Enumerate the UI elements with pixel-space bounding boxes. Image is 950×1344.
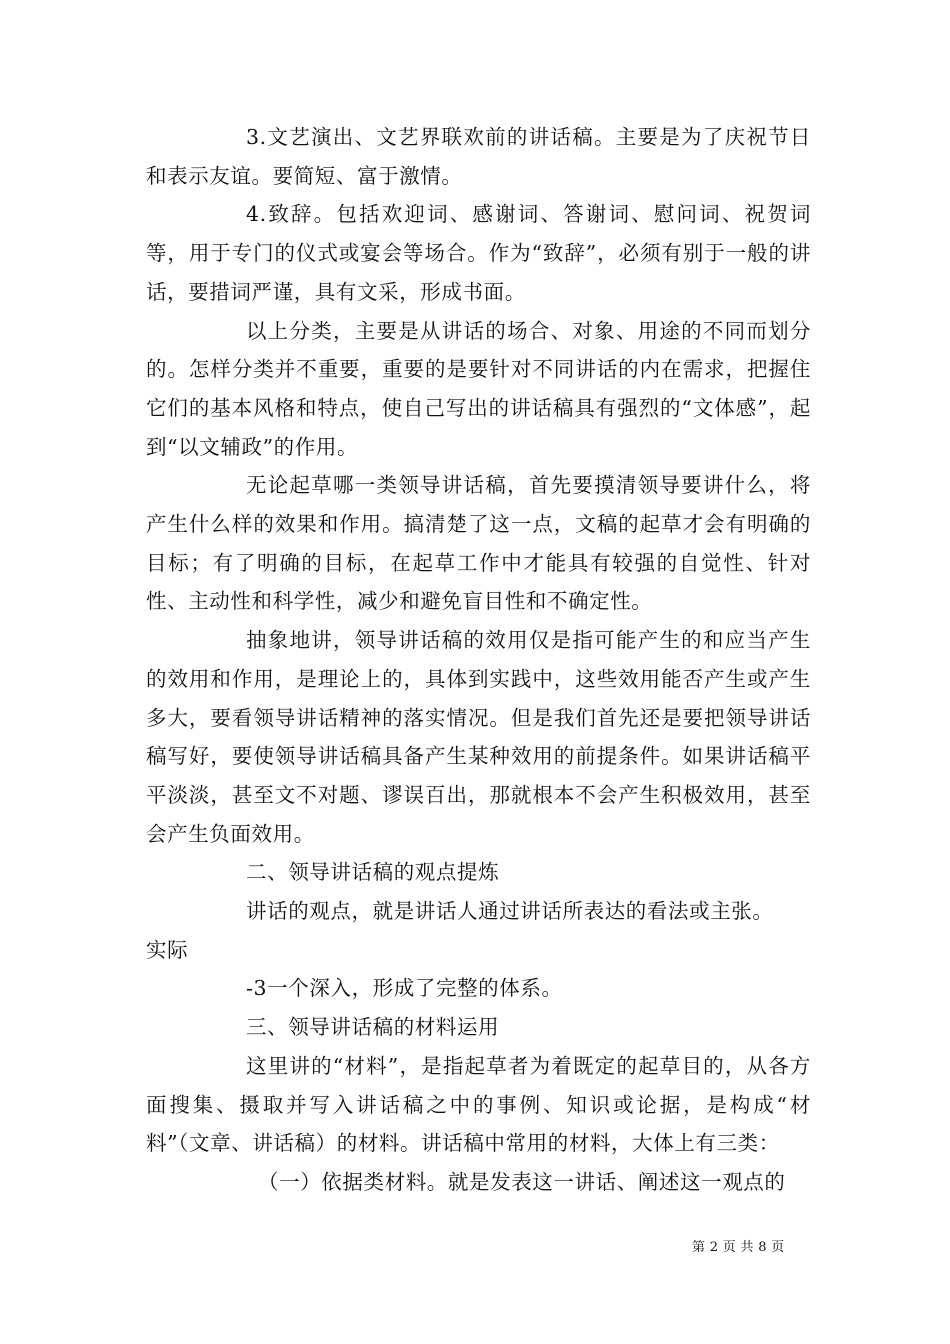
paragraph-classification-summary: 以上分类，主要是从讲话的场合、对象、用途的不同而划分的。怎样分类并不重要，重要的是要针对不同讲话的内在需求，把握住它们的基本风格和特点，使自己写出的讲话稿具有强烈的“文体感”，起到“以文辅政”的作用。 — [146, 318, 811, 459]
document-body — [146, 118, 811, 1202]
page-number-label: 第 2 页 共 8 页 — [692, 1240, 785, 1255]
section-heading-materials: 三、领导讲话稿的材料运用 — [246, 1015, 500, 1040]
paragraph-drafting-goal: 无论起草哪一类领导讲话稿，首先要摸清领导要讲什么，将产生什么样的效果和作用。搞清楚了这一点，文稿的起草才会有明确的目标；有了明确的目标，在起草工作中才能具有较强的自觉性、针对性、主动性和科学性，减少和避免盲目性和不确定性。 — [146, 473, 811, 614]
section-heading-viewpoint: 二、领导讲话稿的观点提炼 — [246, 860, 500, 885]
paragraph-performance-speech: 3.文艺演出、文艺界联欢前的讲话稿。主要是为了庆祝节日和表示友谊。要简短、富于激情。 — [146, 125, 811, 188]
paragraph-address: 4.致辞。包括欢迎词、感谢词、答谢词、慰问词、祝贺词等，用于专门的仪式或宴会等场合。作为“致辞”，必须有别于一般的讲话，要措词严谨，具有文采，形成书面。 — [146, 202, 811, 304]
paragraph-materials-definition: 这里讲的“材料”，是指起草者为着既定的起草目的，从各方面搜集、摄取并写入讲话稿之中的事例、知识或论据，是构成“材料”（文章、讲话稿）的材料。讲话稿中常用的材料，大体上有三类： — [146, 1053, 811, 1156]
paragraph-fragment-actual: 实际 — [146, 937, 189, 962]
paragraph-viewpoint-definition: 讲话的观点，就是讲话人通过讲话所表达的看法或主张。 — [246, 899, 774, 924]
paragraph-speech-effect: 抽象地讲，领导讲话稿的效用仅是指可能产生的和应当产生的效用和作用，是理论上的，具体到实践中，这些效用能否产生或产生多大，要看领导讲话精神的落实情况。但是我们首先还是要把领导讲话稿写好，要使领导讲话稿具备产生某种效用的前提条件。如果讲话稿平平淡淡，甚至文不对题、谬误百出，那就根本不会产生积极效用，甚至会产生负面效用。 — [146, 628, 811, 846]
paragraph-fragment-system: -3一个深入，形成了完整的体系。 — [246, 976, 563, 1001]
paragraph-basis-materials: （一）依据类材料。就是发表这一讲话、阐述这一观点的 — [258, 1169, 786, 1194]
